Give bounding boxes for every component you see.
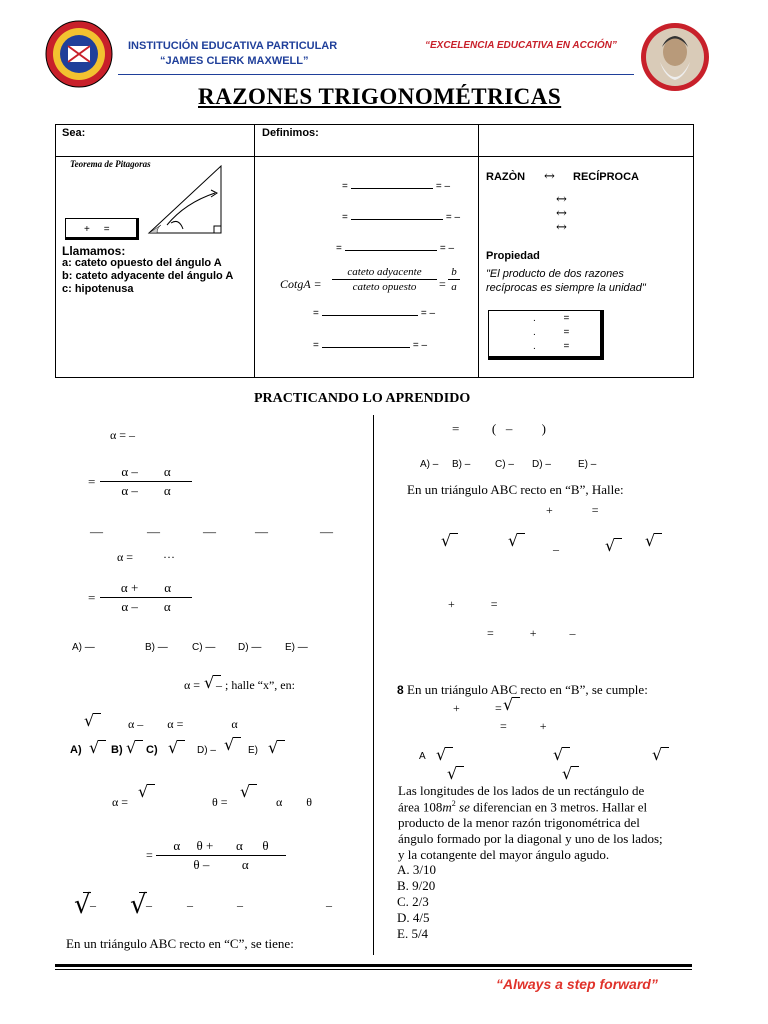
def-row-3: = = – (336, 243, 455, 254)
left-p12-dash-2: – (146, 898, 152, 912)
left-p8-sqrt-icon: √ (84, 711, 95, 730)
cotg-ratio-num: b (451, 266, 457, 278)
right-r5-sqrt-2-icon: √ (508, 531, 519, 550)
right-r11-sqrt-3-icon: √ (652, 745, 663, 764)
cotg-denominator: cateto opuesto (352, 281, 417, 293)
right-r3: En un triángulo ABC recto en “B”, Halle: (407, 482, 624, 497)
left-p8: α – α = α (128, 717, 238, 731)
page-title: RAZONES TRIGONOMÉTRICAS (198, 84, 562, 109)
left-p3-dash-4: — (255, 524, 268, 539)
def-b: b: cateto adyacente del ángulo A (62, 270, 234, 282)
footer-slogan: “Always a step forward” (496, 976, 658, 992)
left-p11-eq: = (146, 848, 153, 862)
right-r12-line4: ángulo formado por la diagonal y uno de los lados; (398, 831, 663, 846)
left-p3-dash-3: — (203, 524, 216, 539)
col-header-definimos: Definimos: (262, 127, 319, 139)
school-motto: “EXCELENCIA EDUCATIVA EN ACCIÓN” (425, 40, 617, 51)
left-p7-sqrt-icon: √ (204, 673, 215, 692)
right-r12-line1: Las longitudes de los lados de un rectángulo de (398, 783, 645, 798)
left-p12-dash-1: – (90, 898, 96, 912)
school-name-line2: “JAMES CLERK MAXWELL” (160, 55, 309, 67)
right-r12-exponent: 2 (451, 799, 456, 808)
left-p10-sqrt-b-icon: √ (240, 782, 251, 801)
right-r11-a: A (419, 751, 426, 762)
left-p9-option-d: D) – (197, 745, 216, 756)
cotg-ratio (448, 266, 460, 293)
cotg-numerator: cateto adyacente (347, 266, 422, 278)
right-r12-rest: diferencian en 3 metros. Hallar el (469, 799, 648, 815)
right-r12-line3: producto de la menor razón trigonométrica del (398, 815, 640, 830)
right-r5-dash: – (553, 542, 559, 556)
right-r2-option-c: C) – (495, 459, 514, 470)
def-row-1: = = – (342, 181, 451, 192)
col-header-sea: Sea: (62, 127, 86, 139)
maxwell-portrait (640, 22, 710, 92)
propiedad-text-1: "El producto de dos razones (486, 268, 624, 280)
left-p6-option-c: C) — (192, 642, 216, 653)
answer-b: B. 9/20 (397, 878, 436, 893)
def-row-4: = = – (313, 308, 436, 319)
answer-e: E. 5/4 (397, 926, 429, 941)
school-logo (45, 20, 113, 88)
llamamos-label: Llamamos: (62, 244, 126, 258)
right-r7: = + – (487, 626, 576, 640)
right-triangle-diagram (145, 163, 230, 238)
def-c: c: hipotenusa (62, 283, 134, 295)
right-r11-sqrt-1-icon: √ (436, 745, 447, 764)
left-p3-dash-1: — (90, 524, 103, 539)
left-p9-option-b: B) (111, 744, 123, 756)
left-p12-dash-5: – (326, 898, 332, 912)
propiedad-text-2: recíprocas es siempre la unidad" (486, 282, 646, 294)
right-r5-sqrt-3-icon: √ (605, 536, 616, 555)
left-p11-num: α θ + α θ (173, 838, 269, 853)
right-r9-a: + (453, 701, 460, 715)
def-a: a: cateto opuesto del ángulo A (62, 257, 222, 269)
left-p9-sqrt-e-icon: √ (268, 738, 279, 757)
header-divider (118, 74, 634, 75)
answer-d: D. 4/5 (397, 910, 430, 925)
left-p12-sqrt-1-icon: √ (74, 890, 91, 920)
def-row-5: = = – (313, 340, 428, 351)
left-p6-option-d: D) — (238, 642, 262, 653)
right-r2-option-a: A) – (420, 459, 439, 470)
pythagoras-formula: + = (84, 224, 110, 235)
right-r2-option-e: E) – (578, 459, 597, 470)
right-r8-number: 8 (397, 683, 404, 697)
razon-arrow: ↔ (544, 169, 555, 184)
left-p5-den: α – α (121, 599, 171, 614)
pythagoras-label: Teorema de Pitagoras (70, 159, 151, 169)
left-p3-dash-5: — (320, 524, 333, 539)
razon-label: RAZÒN (486, 171, 526, 183)
left-p9-sqrt-a-icon: √ (89, 738, 100, 757)
box-row-1: . = (533, 313, 570, 324)
left-p2-fraction (100, 464, 192, 499)
left-p9-sqrt-d-icon: √ (224, 735, 235, 754)
left-p12-sqrt-2-icon: √ (130, 890, 147, 920)
right-r11-sqrt-4-icon: √ (447, 764, 458, 783)
left-p13: En un triángulo ABC recto en “C”, se tiene: (66, 936, 294, 951)
right-r11-sqrt-5-icon: √ (562, 764, 573, 783)
right-r9-sqrt-icon: √ (503, 695, 514, 714)
school-name-line1: INSTITUCIÓN EDUCATIVA PARTICULAR (128, 40, 338, 52)
left-p12-dash-4: – (237, 898, 243, 912)
right-r12-line5: y la cotangente del mayor ángulo agudo. (398, 847, 610, 862)
left-p6-option-a: A) — (72, 642, 95, 653)
right-r12-unit: m (442, 799, 452, 815)
left-p2-num: α – α (121, 464, 171, 479)
right-r10: = + (500, 719, 547, 733)
left-p10-sqrt-a-icon: √ (138, 782, 149, 801)
cotg-lhs: CotgA = (280, 277, 322, 291)
reciprocal-arrow-2: ↔ (556, 206, 567, 221)
left-p6-option-e: E) — (285, 642, 308, 653)
left-p9-option-c: C) (146, 744, 158, 756)
right-r12-area: área 108 (398, 799, 443, 815)
left-p11-den: θ – α (193, 857, 249, 872)
left-p10-b: θ = (212, 795, 228, 809)
right-r5-sqrt-1-icon: √ (441, 531, 452, 550)
left-p4: α = ··· (117, 550, 176, 564)
practice-title: PRACTICANDO LO APRENDIDO (254, 391, 471, 406)
left-p5-num: α + α (120, 580, 172, 595)
left-p5-fraction (100, 580, 192, 615)
right-r1: = ( – ) (452, 421, 546, 436)
answer-c: C. 2/3 (397, 894, 429, 909)
right-r9-b: = (495, 701, 502, 715)
cotg-fraction (332, 266, 437, 293)
answer-a: A. 3/10 (397, 862, 436, 877)
right-r11-sqrt-2-icon: √ (553, 745, 564, 764)
left-p7-b: – ; halle “x”, en: (216, 678, 295, 692)
box-row-3: . = (533, 341, 570, 352)
footer-rule-thick (55, 964, 692, 967)
right-r12-se: se (455, 799, 470, 815)
right-r2-option-b: B) – (452, 459, 471, 470)
left-p2-den: α – α (121, 483, 171, 498)
footer-rule-thin (55, 969, 692, 970)
right-r2-option-d: D) – (532, 459, 551, 470)
left-p3-dash-2: — (147, 524, 160, 539)
left-p2-eq: = (88, 474, 96, 489)
right-r5-sqrt-4-icon: √ (645, 531, 656, 550)
box-row-2: . = (533, 327, 570, 338)
left-p10-a: α = (112, 795, 129, 809)
left-p12-dash-3: – (187, 898, 193, 912)
left-p9-sqrt-c-icon: √ (168, 738, 179, 757)
def-row-2: = = – (342, 212, 461, 223)
left-p10-c: α θ (276, 795, 313, 809)
left-p9-sqrt-b-icon: √ (126, 738, 137, 757)
reciprocal-arrow-1: ↔ (556, 192, 567, 207)
right-r6: + = (448, 597, 498, 611)
right-r4: + = (546, 503, 599, 517)
left-p5-eq: = (88, 590, 96, 605)
right-r8: En un triángulo ABC recto en “B”, se cumple: (407, 682, 648, 697)
left-p1: α = – (110, 428, 136, 442)
left-p9-option-a: A) (70, 744, 82, 756)
left-p6-option-b: B) — (145, 642, 168, 653)
reciprocal-arrow-3: ↔ (556, 220, 567, 235)
column-divider (373, 415, 374, 955)
right-r12-line2 (398, 799, 647, 815)
left-p7-a: α = (184, 678, 201, 692)
cotg-ratio-den: a (451, 281, 457, 293)
cotg-eq: = (439, 277, 446, 291)
left-p9-option-e: E) (248, 745, 258, 756)
left-p11-fraction (156, 838, 286, 873)
reciproca-label: RECÍPROCA (573, 171, 640, 183)
propiedad-label: Propiedad (486, 250, 540, 262)
